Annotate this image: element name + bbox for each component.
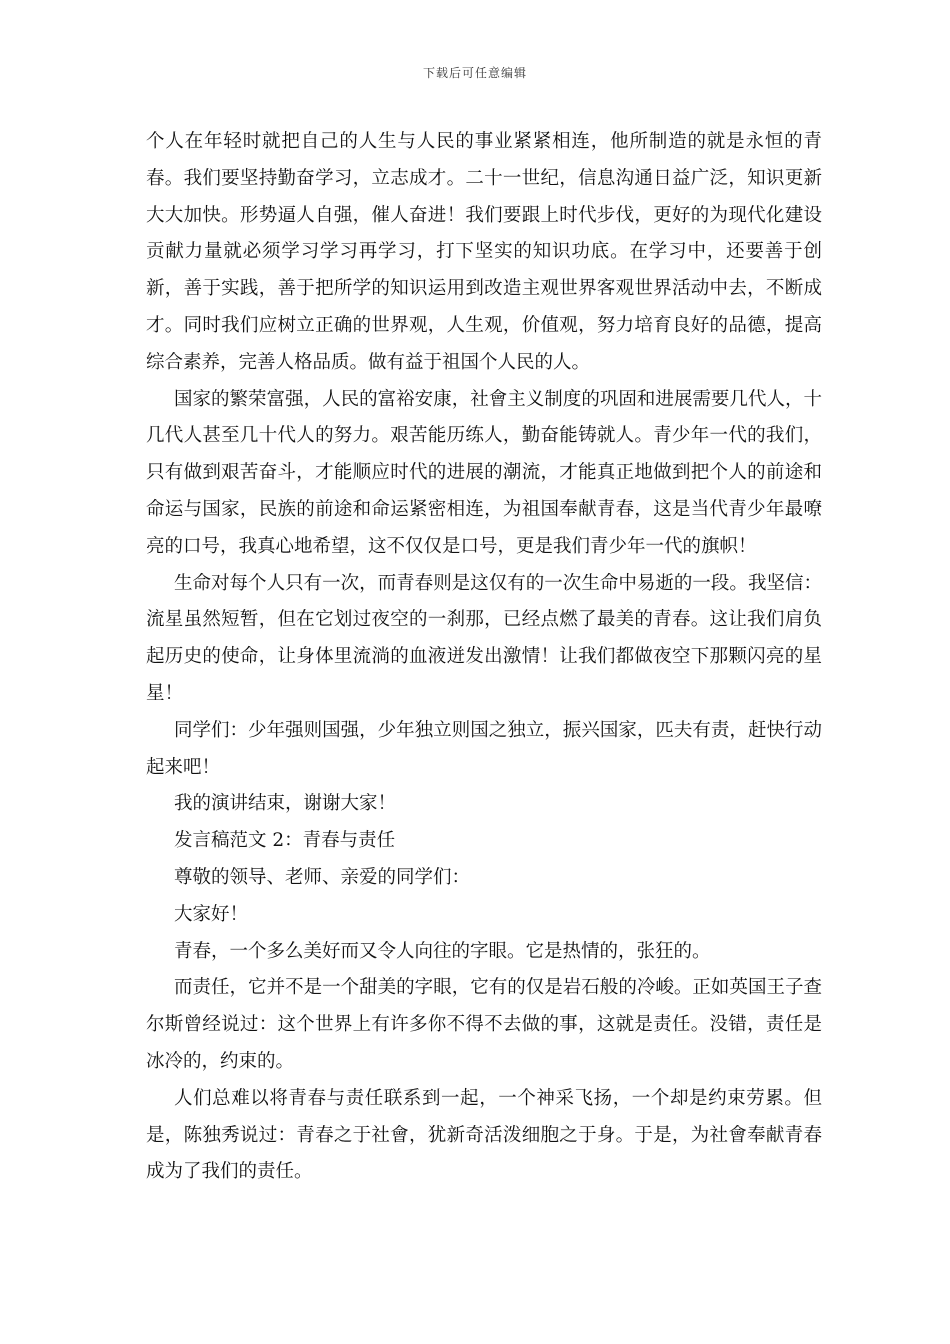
paragraph: 国家的繁荣富强，人民的富裕安康，社會主义制度的巩固和进展需要几代人，十几代人甚至几十代人的努力。艰苦能历练人，勤奋能铸就人。青少年一代的我们，只有做到艰苦奋斗，才能顺应时代的进展的潮流，才能真正地做到把个人的前途和命运与国家，民族的前途和命运紧密相连，为祖国奉献青春，这是当代青少年最嘹亮的口号，我真心地希望，这不仅仅是口号，更是我们青少年一代的旗帜！ [146,388,822,557]
document-body [146,124,822,1191]
salutation: 尊敬的领导、老师、亲爱的同学们： [174,866,471,888]
paragraph: 人们总难以将青春与责任联系到一起，一个神采飞扬，一个却是约束劳累。但是，陈独秀说过：青春之于社會，犹新奇活泼细胞之于身。于是，为社會奉献青春成为了我们的责任。 [146,1087,822,1183]
paragraph: 同学们：少年强则国强，少年独立则国之独立，振兴国家，匹夫有责，赶快行动起来吧！ [146,719,822,778]
page-header: 下载后可任意编辑 [422,66,527,80]
paragraph: 生命对每个人只有一次，而青春则是这仅有的一次生命中易逝的一段。我坚信：流星虽然短暂，但在它划过夜空的一刹那，已经点燃了最美的青春。这让我们肩负起历史的使命，让身体里流淌的血液迸发出激情！让我们都做夜空下那颗闪亮的星星！ [146,572,822,704]
paragraph: 个人在年轻时就把自己的人生与人民的事业紧紧相连，他所制造的就是永恒的青春。我们要坚持勤奋学习，立志成才。二十一世纪，信息沟通日益广泛，知识更新大大加快。形势逼人自强，催人奋进！我们要跟上时代步伐，更好的为现代化建设贡献力量就必须学习学习再学习，打下坚实的知识功底。在学习中，还要善于创新，善于实践，善于把所学的知识运用到改造主观世界客观世界活动中去，不断成才。同时我们应树立正确的世界观，人生观，价值观，努力培育良好的品德，提高综合素养，完善人格品质。做有益于祖国个人民的人。 [146,131,822,373]
greeting: 大家好！ [174,903,249,925]
section-title: 发言稿范文 2：青春与责任 [174,830,396,852]
paragraph: 我的演讲结束，谢谢大家！ [174,793,397,815]
paragraph: 而责任，它并不是一个甜美的字眼，它有的仅是岩石般的冷峻。正如英国王子查尔斯曾经说过：这个世界上有许多你不得不去做的事，这就是责任。没错，责任是冰冷的，约束的。 [146,977,822,1072]
paragraph: 青春，一个多么美好而又令人向往的字眼。它是热情的，张狂的。 [174,940,711,962]
